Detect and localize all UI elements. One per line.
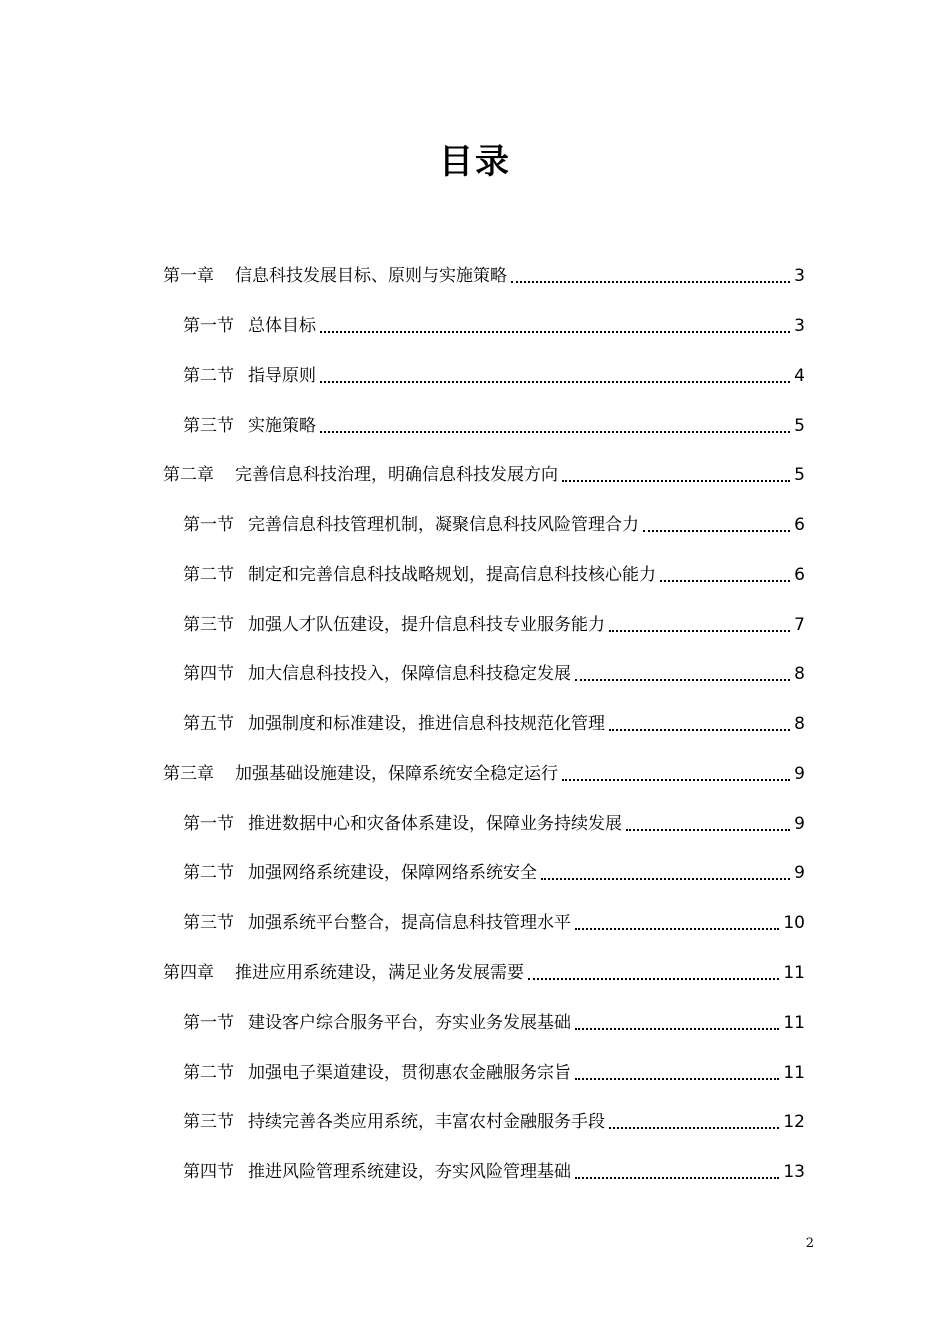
toc-entry-number: 第二节 [183,366,234,386]
toc-entry-number: 第三章 [163,764,214,784]
toc-leader-dots [320,330,790,333]
toc-entry-section[interactable] [0,659,805,685]
toc-entry-section[interactable] [0,1058,805,1084]
toc-entry-chapter-3[interactable] [0,759,805,785]
toc-entry-section[interactable] [0,560,805,586]
toc-entry-page: 9 [794,764,805,784]
toc-entry-page: 11 [783,1063,805,1083]
toc-title: 目录 [439,142,511,182]
toc-leader-dots [575,1027,779,1030]
toc-entry-number: 第五节 [183,714,234,734]
toc-leader-dots [575,678,790,681]
toc-entry-number: 第二节 [183,1063,234,1083]
toc-entry-title: 指导原则 [248,366,316,386]
toc-entry-page: 5 [794,465,805,485]
toc-entry-section[interactable] [0,1008,805,1034]
toc-entry-section[interactable] [0,1157,805,1183]
toc-leader-dots [528,977,779,980]
toc-entry-page: 10 [783,913,805,933]
toc-entry-page: 8 [794,664,805,684]
toc-entry-section[interactable] [0,858,805,884]
toc-entry-page: 11 [783,963,805,983]
toc-leader-dots [609,728,790,731]
toc-entry-number: 第一章 [163,266,214,286]
toc-leader-dots [609,629,790,632]
toc-leader-dots [660,579,790,582]
toc-entry-title: 加强电子渠道建设，贯彻惠农金融服务宗旨 [248,1063,571,1083]
toc-entry-section[interactable] [0,709,805,735]
toc-entry-number: 第三节 [183,1112,234,1132]
toc-entry-page: 11 [783,1013,805,1033]
toc-leader-dots [575,1077,779,1080]
toc-entry-title: 完善信息科技治理，明确信息科技发展方向 [235,465,558,485]
toc-entry-section[interactable] [0,311,805,337]
toc-leader-dots [562,479,790,482]
toc-entry-number: 第四节 [183,664,234,684]
toc-entry-chapter-2[interactable] [0,460,805,486]
toc-leader-dots [575,1176,779,1179]
toc-entry-page: 6 [794,565,805,585]
toc-entry-page: 4 [794,366,805,386]
toc-entry-title: 推进数据中心和灾备体系建设，保障业务持续发展 [248,814,622,834]
toc-entry-page: 3 [794,266,805,286]
toc-leader-dots [609,1126,779,1129]
toc-entry-section[interactable] [0,908,805,934]
toc-entry-title: 推进风险管理系统建设，夯实风险管理基础 [248,1162,571,1182]
toc-entry-title: 建设客户综合服务平台，夯实业务发展基础 [248,1013,571,1033]
toc-leader-dots [320,430,790,433]
toc-entry-number: 第一节 [183,1013,234,1033]
toc-entry-title: 制定和完善信息科技战略规划，提高信息科技核心能力 [248,565,656,585]
toc-leader-dots [562,778,790,781]
toc-entry-page: 13 [783,1162,805,1182]
toc-entry-chapter-4[interactable] [0,958,805,984]
toc-leader-dots [320,380,790,383]
toc-entry-number: 第三节 [183,416,234,436]
toc-entry-title: 实施策略 [248,416,316,436]
toc-leader-dots [575,927,779,930]
toc-entry-number: 第一节 [183,515,234,535]
toc-entry-page: 12 [783,1112,805,1132]
toc-entry-title: 信息科技发展目标、原则与实施策略 [235,266,507,286]
toc-entry-section[interactable] [0,510,805,536]
toc-entry-section[interactable] [0,610,805,636]
toc-entry-page: 7 [794,615,805,635]
toc-entry-section[interactable] [0,361,805,387]
toc-entry-section[interactable] [0,809,805,835]
toc-entry-title: 完善信息科技管理机制，凝聚信息科技风险管理合力 [248,515,639,535]
toc-entry-title: 持续完善各类应用系统，丰富农村金融服务手段 [248,1112,605,1132]
toc-leader-dots [541,877,790,880]
toc-entry-title: 加大信息科技投入，保障信息科技稳定发展 [248,664,571,684]
toc-leader-dots [626,828,790,831]
page-number: 2 [805,1236,814,1251]
toc-entry-number: 第二节 [183,863,234,883]
toc-entry-section[interactable] [0,411,805,437]
toc-entry-number: 第三节 [183,615,234,635]
toc-entry-number: 第二章 [163,465,214,485]
toc-entry-number: 第二节 [183,565,234,585]
toc-leader-dots [643,529,790,532]
toc-entry-title: 总体目标 [248,316,316,336]
toc-entry-page: 9 [794,863,805,883]
toc-entry-number: 第一节 [183,814,234,834]
toc-entry-number: 第一节 [183,316,234,336]
toc-entry-title: 推进应用系统建设，满足业务发展需要 [235,963,524,983]
toc-entry-number: 第三节 [183,913,234,933]
toc-entry-number: 第四章 [163,963,214,983]
toc-entry-title: 加强系统平台整合，提高信息科技管理水平 [248,913,571,933]
toc-entry-page: 3 [794,316,805,336]
toc-entry-title: 加强人才队伍建设，提升信息科技专业服务能力 [248,615,605,635]
toc-entry-page: 8 [794,714,805,734]
toc-entry-page: 9 [794,814,805,834]
toc-entry-title: 加强基础设施建设，保障系统安全稳定运行 [235,764,558,784]
toc-entry-section[interactable] [0,1107,805,1133]
toc-entry-title: 加强网络系统建设，保障网络系统安全 [248,863,537,883]
toc-entry-page: 5 [794,416,805,436]
toc-leader-dots [511,280,790,283]
toc-entry-chapter-1[interactable] [0,261,805,287]
toc-entry-page: 6 [794,515,805,535]
toc-entry-number: 第四节 [183,1162,234,1182]
toc-entry-title: 加强制度和标准建设，推进信息科技规范化管理 [248,714,605,734]
